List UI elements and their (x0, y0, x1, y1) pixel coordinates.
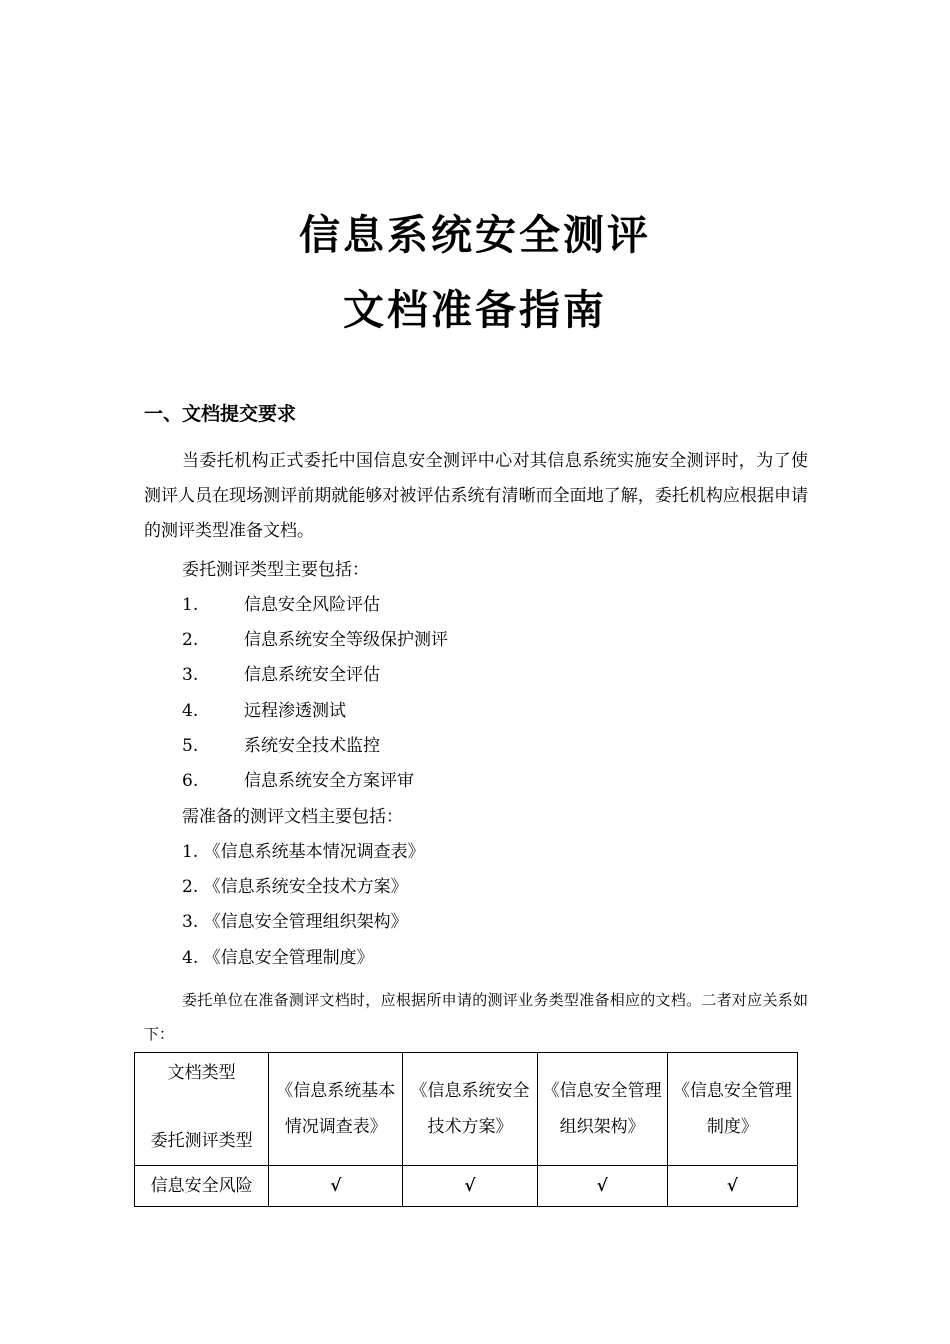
document-title-line1: 信息系统安全测评 (299, 211, 651, 259)
intro-paragraph: 当委托机构正式委托中国信息安全测评中心对其信息系统实施安全测评时，为了使测评人员在现场测评前期就能够对被评估系统有清晰而全面地了解，委托机构应根据申请的测评类型准备文档。 (144, 451, 808, 541)
list-label: 远程渗透测试 (244, 701, 346, 721)
list-number: 4. (182, 948, 199, 968)
list-label: 系统安全技术监控 (244, 736, 380, 756)
table-row-label: 信息安全风险 (135, 1166, 269, 1207)
corner-label-doc-type: 文档类型 (167, 1063, 236, 1083)
table-column-header: 《信息系统基本情况调查表》 (269, 1053, 403, 1166)
check-mark: √ (269, 1166, 403, 1207)
list-item (182, 943, 374, 973)
list-label: 信息系统安全评估 (244, 665, 380, 685)
docs-intro: 需准备的测评文档主要包括： (182, 807, 403, 827)
list-label: 《信息系统基本情况调查表》 (203, 842, 425, 862)
list-item (182, 660, 380, 690)
table-column-header: 《信息系统安全技术方案》 (403, 1053, 537, 1166)
list-label: 《信息安全管理制度》 (203, 948, 374, 968)
list-number: 1. (182, 595, 199, 615)
mapping-table (134, 1052, 798, 1207)
types-intro: 委托测评类型主要包括： (182, 560, 369, 580)
section-heading: 一、文档提交要求 (144, 403, 297, 425)
table-header-row (135, 1053, 798, 1166)
list-item (182, 766, 414, 796)
table-corner-cell (135, 1053, 269, 1166)
list-number: 2. (182, 630, 199, 650)
check-mark: √ (403, 1166, 537, 1207)
list-number: 5. (182, 736, 199, 756)
list-item (182, 696, 346, 726)
list-label: 信息安全风险评估 (244, 595, 380, 615)
list-number: 6. (182, 771, 199, 791)
corner-label-eval-type: 委托测评类型 (150, 1131, 253, 1151)
list-item (182, 837, 425, 867)
check-mark: √ (537, 1166, 667, 1207)
table-column-header: 《信息安全管理制度》 (667, 1053, 797, 1166)
list-label: 《信息系统安全技术方案》 (203, 877, 408, 897)
list-number: 2. (182, 877, 199, 897)
table-column-header: 《信息安全管理组织架构》 (537, 1053, 667, 1166)
list-number: 3. (182, 912, 199, 932)
list-number: 3. (182, 665, 199, 685)
list-item (182, 872, 408, 902)
mapping-paragraph: 委托单位在准备测评文档时，应根据所申请的测评业务类型准备相应的文档。二者对应关系如下： (144, 991, 808, 1043)
table-row (135, 1166, 798, 1207)
check-mark: √ (667, 1166, 797, 1207)
list-number: 1. (182, 842, 199, 862)
list-number: 4. (182, 701, 199, 721)
list-item (182, 907, 408, 937)
list-label: 《信息安全管理组织架构》 (203, 912, 408, 932)
list-label: 信息系统安全方案评审 (244, 771, 414, 791)
list-item (182, 590, 380, 620)
list-item (182, 731, 380, 761)
list-item (182, 625, 448, 655)
document-title-line2: 文档准备指南 (343, 286, 607, 334)
list-label: 信息系统安全等级保护测评 (244, 630, 448, 650)
